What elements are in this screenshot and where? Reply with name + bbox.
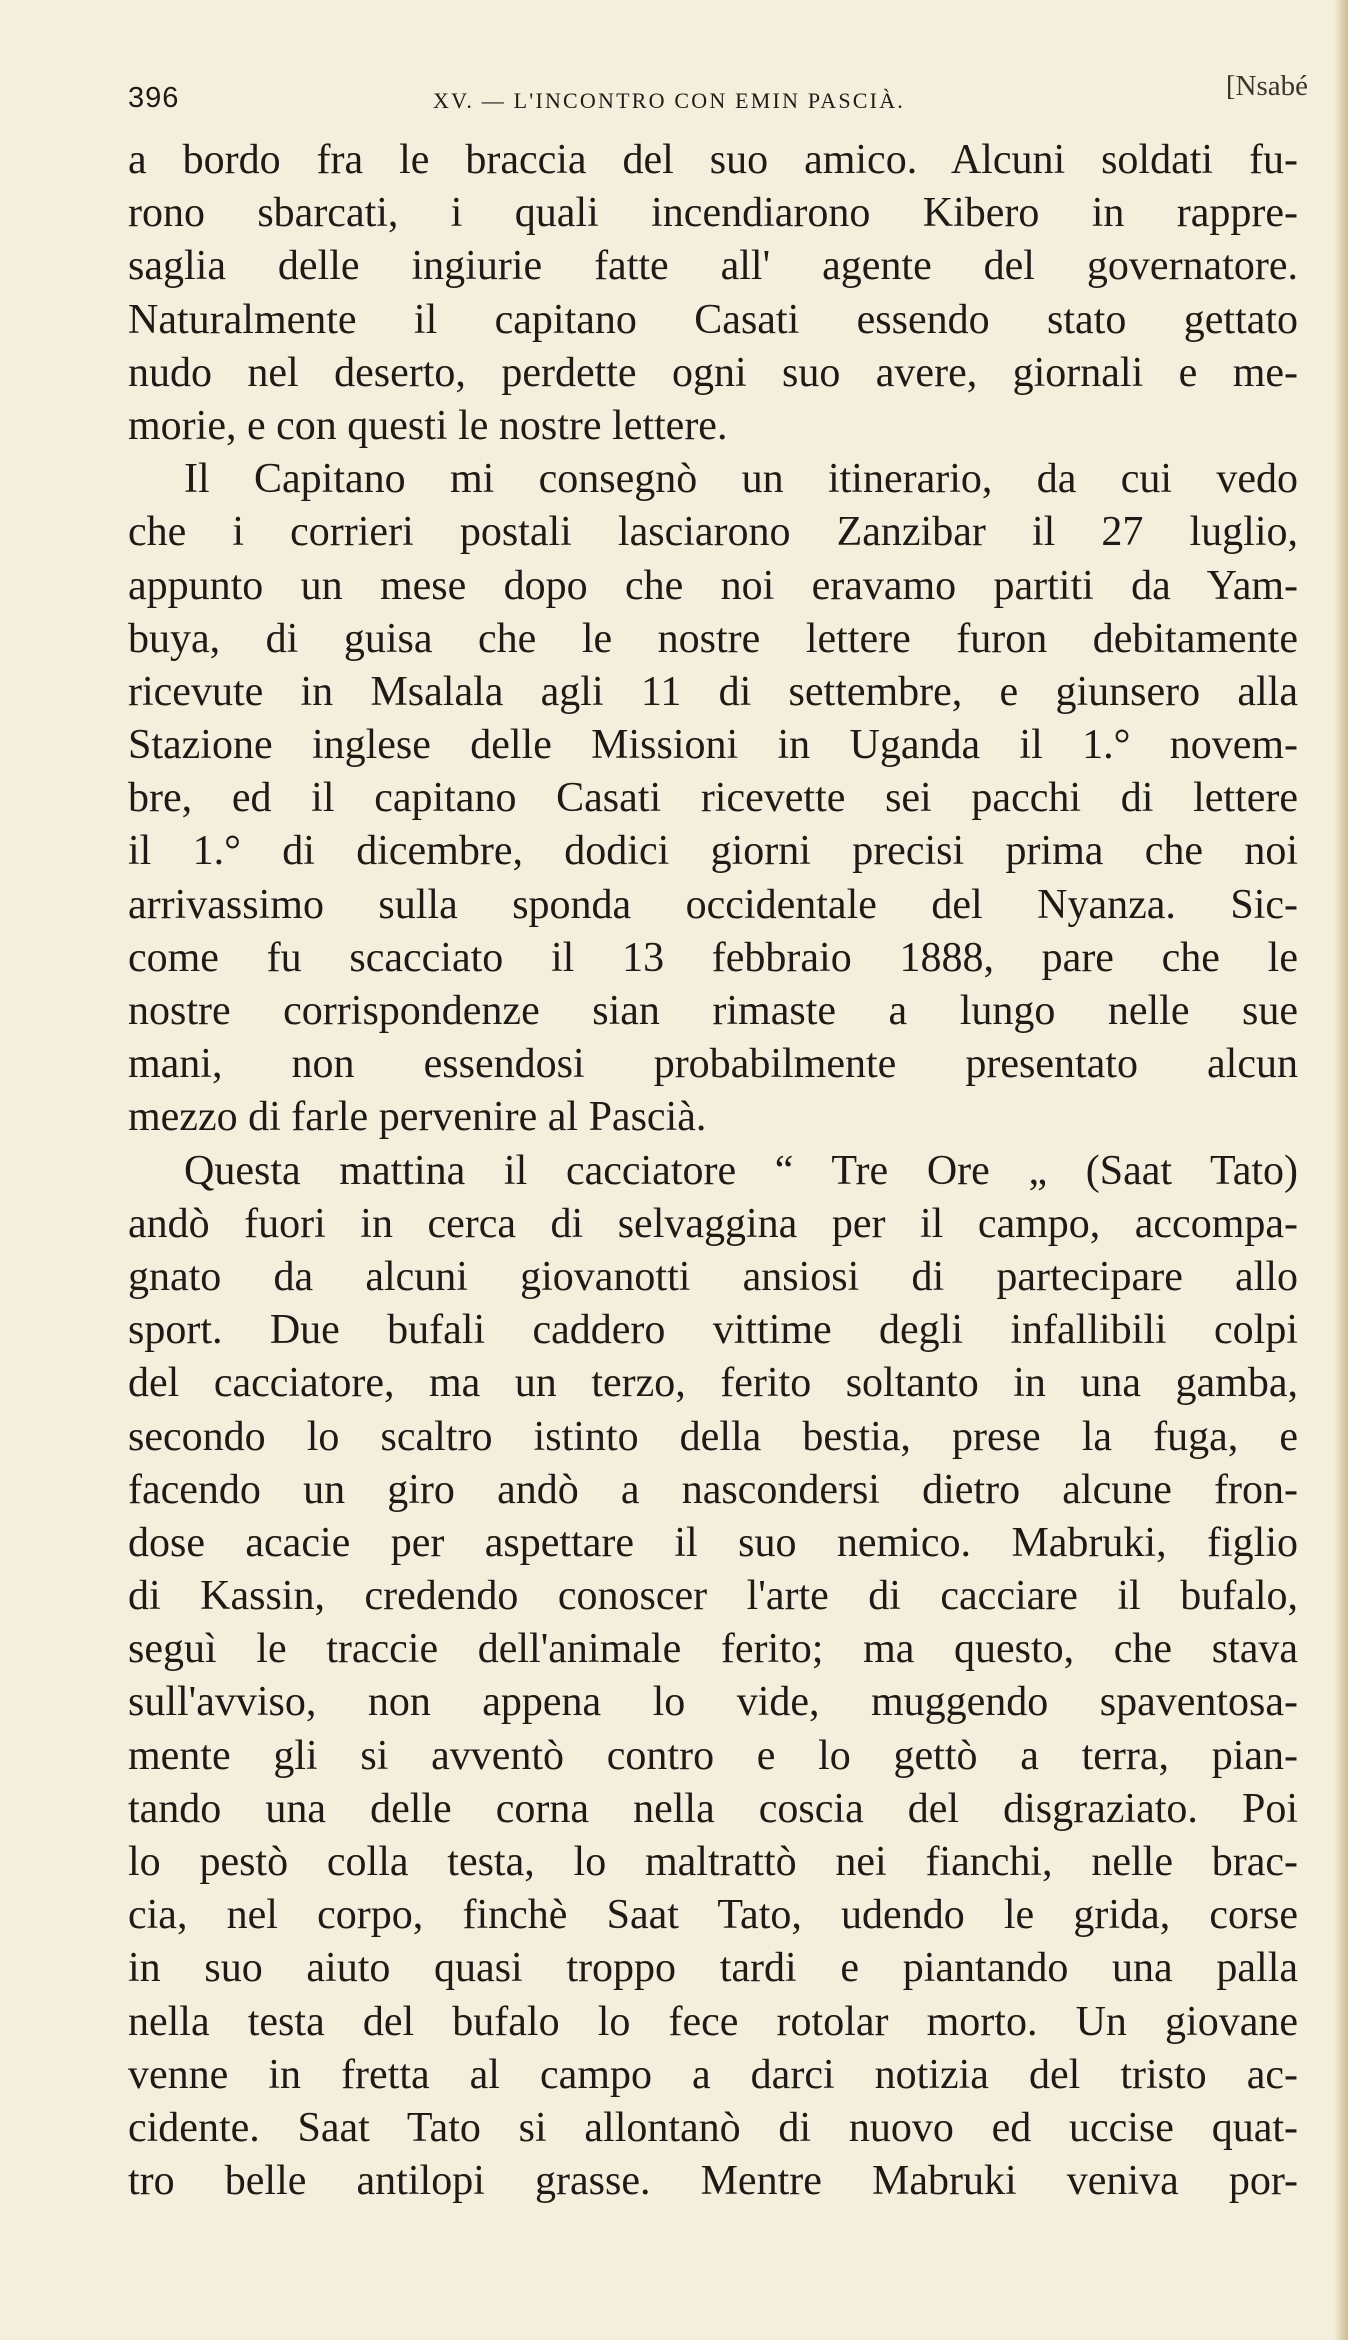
text-line: nella testa del bufalo lo fece rotolar morto. Un giovane (128, 1998, 1298, 2045)
text-line: nudo nel deserto, perdette ogni suo avere, giornali e me- (128, 349, 1298, 396)
text-line: buya, di guisa che le nostre lettere furon debitamente (128, 615, 1298, 662)
text-line: Il Capitano mi consegnò un itinerario, da cui vedo (184, 456, 1298, 503)
text-line: in suo aiuto quasi troppo tardi e piantando una palla (128, 1945, 1298, 1992)
text-line: bre, ed il capitano Casati ricevette sei pacchi di lettere (128, 775, 1298, 822)
text-line: sport. Due bufali caddero vittime degli infallibili colpi (128, 1307, 1298, 1354)
page-number: 396 (128, 82, 180, 114)
running-title: XV. — L'INCONTRO CON EMIN PASCIÀ. (433, 88, 905, 113)
text-line: Naturalmente il capitano Casati essendo stato gettato (128, 296, 1298, 343)
text-line: mezzo di farle pervenire al Pascià. (128, 1094, 707, 1141)
text-line: il 1.° di dicembre, dodici giorni precisi prima che noi (128, 828, 1298, 875)
text-line: appunto un mese dopo che noi eravamo partiti da Yam- (128, 562, 1298, 609)
text-line: che i corrieri postali lasciarono Zanzibar il 27 luglio, (128, 509, 1298, 556)
text-line: di Kassin, credendo conoscer l'arte di cacciare il bufalo, (128, 1573, 1298, 1620)
text-line: secondo lo scaltro istinto della bestia, prese la fuga, e (128, 1413, 1298, 1460)
text-line: morie, e con questi le nostre lettere. (128, 402, 728, 449)
text-line: tando una delle corna nella coscia del disgraziato. Poi (128, 1785, 1298, 1832)
text-line: andò fuori in cerca di selvaggina per il campo, accompa- (128, 1200, 1298, 1247)
text-line: gnato da alcuni giovanotti ansiosi di partecipare allo (128, 1253, 1298, 1300)
text-line: Stazione inglese delle Missioni in Uganda il 1.° novem- (128, 722, 1298, 769)
text-line: mani, non essendosi probabilmente presentato alcun (128, 1041, 1298, 1088)
body-text (128, 134, 1298, 2208)
text-line: saglia delle ingiurie fatte all' agente del governatore. (128, 243, 1298, 290)
text-line: ricevute in Msalala agli 11 di settembre, e giunsero alla (128, 668, 1298, 715)
text-line: Questa mattina il cacciatore “ Tre Ore „ (Saat Tato) (184, 1147, 1298, 1194)
text-line: a bordo fra le braccia del suo amico. Alcuni soldati fu- (128, 137, 1298, 183)
running-head-right: [Nsabé (1225, 70, 1308, 102)
text-line: cia, nel corpo, finchè Saat Tato, udendo le grida, corse (128, 1892, 1298, 1939)
text-line: facendo un giro andò a nascondersi dietro alcune fron- (128, 1466, 1298, 1513)
text-line: nostre corrispondenze sian rimaste a lungo nelle sue (128, 988, 1298, 1034)
text-line: mente gli si avventò contro e lo gettò a terra, pian- (128, 1732, 1298, 1779)
text-line: del cacciatore, ma un terzo, ferito soltanto in una gamba, (128, 1360, 1298, 1407)
text-line: sull'avviso, non appena lo vide, muggendo spaventosa- (128, 1679, 1298, 1726)
text-line: dose acacie per aspettare il suo nemico. Mabruki, figlio (128, 1519, 1298, 1566)
text-line: venne in fretta al campo a darci notizia del tristo ac- (128, 2051, 1298, 2098)
page-header (128, 60, 1308, 130)
text-line: seguì le traccie dell'animale ferito; ma questo, che stava (128, 1626, 1298, 1673)
text-line: rono sbarcati, i quali incendiarono Kibero in rappre- (128, 190, 1298, 237)
text-line: arrivassimo sulla sponda occidentale del Nyanza. Sic- (128, 881, 1298, 928)
text-line: lo pestò colla testa, lo maltrattò nei fianchi, nelle brac- (128, 1839, 1298, 1885)
page-edge (1334, 0, 1348, 2340)
text-line: tro belle antilopi grasse. Mentre Mabruki veniva por- (128, 2158, 1298, 2205)
text-line: cidente. Saat Tato si allontanò di nuovo ed uccise quat- (128, 2104, 1298, 2151)
text-line: come fu scacciato il 13 febbraio 1888, pare che le (128, 934, 1298, 981)
